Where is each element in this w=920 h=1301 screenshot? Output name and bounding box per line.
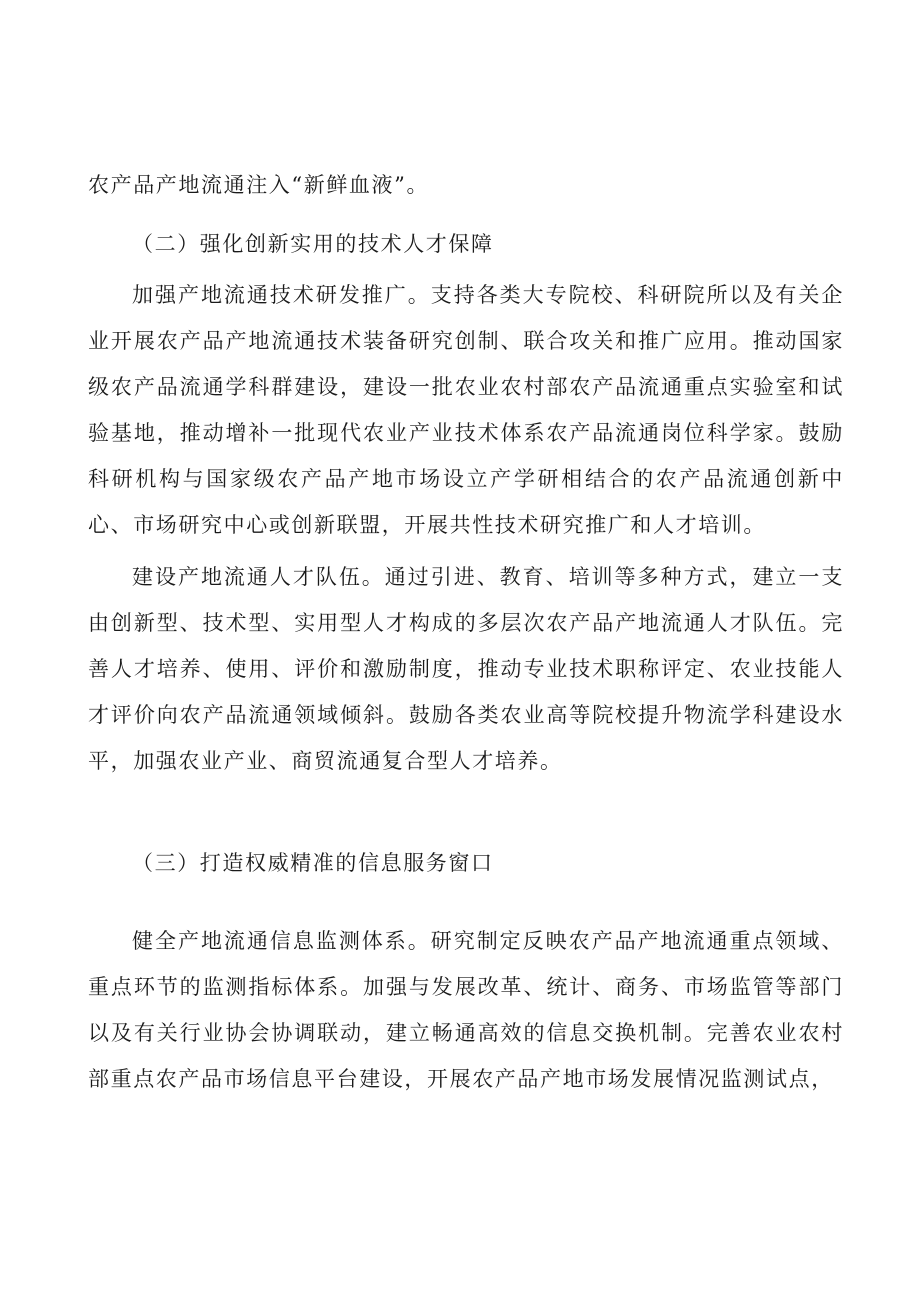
- section-heading-2: （二）强化创新实用的技术人才保障: [132, 232, 494, 256]
- continuation-block: [88, 162, 844, 208]
- section-3-paragraph-1: 健全产地流通信息监测体系。研究制定反映农产品产地流通重点领域、重点环节的监测指标体系。加强与发展改革、统计、商务、市场监管等部门以及有关行业协会协调联动，建立畅通高效的信息交换机制。完善农业农村部重点农产品市场信息平台建设，开展农产品产地市场发展情况监测试点，: [88, 929, 844, 1091]
- section-3-body: [88, 918, 844, 1102]
- section-heading-3: （三）打造权威精准的信息服务窗口: [132, 851, 494, 875]
- section-2-paragraph-2: 建设产地流通人才队伍。通过引进、教育、培训等多种方式，建立一支由创新型、技术型、实用型人才构成的多层次农产品产地流通人才队伍。完善人才培养、使用、评价和激励制度，推动专业技术职称评定、农业技能人才评价向农产品流通领域倾斜。鼓励各类农业高等院校提升物流学科建设水平，加强农业产业、商贸流通复合型人才培养。: [88, 565, 844, 773]
- continuation-paragraph: 农产品产地流通注入“新鲜血液”。: [88, 173, 430, 197]
- section-2-paragraph-1: 加强产地流通技术研发推广。支持各类大专院校、科研院所以及有关企业开展农产品产地流通技术装备研究创制、联合攻关和推广应用。推动国家级农产品流通学科群建设，建设一批农业农村部农产品流通重点实验室和试验基地，推动增补一批现代农业产业技术体系农产品流通岗位科学家。鼓励科研机构与国家级农产品产地市场设立产学研相结合的农产品流通创新中心、市场研究中心或创新联盟，开展共性技术研究推广和人才培训。: [88, 283, 844, 537]
- section-2-body: [88, 272, 844, 784]
